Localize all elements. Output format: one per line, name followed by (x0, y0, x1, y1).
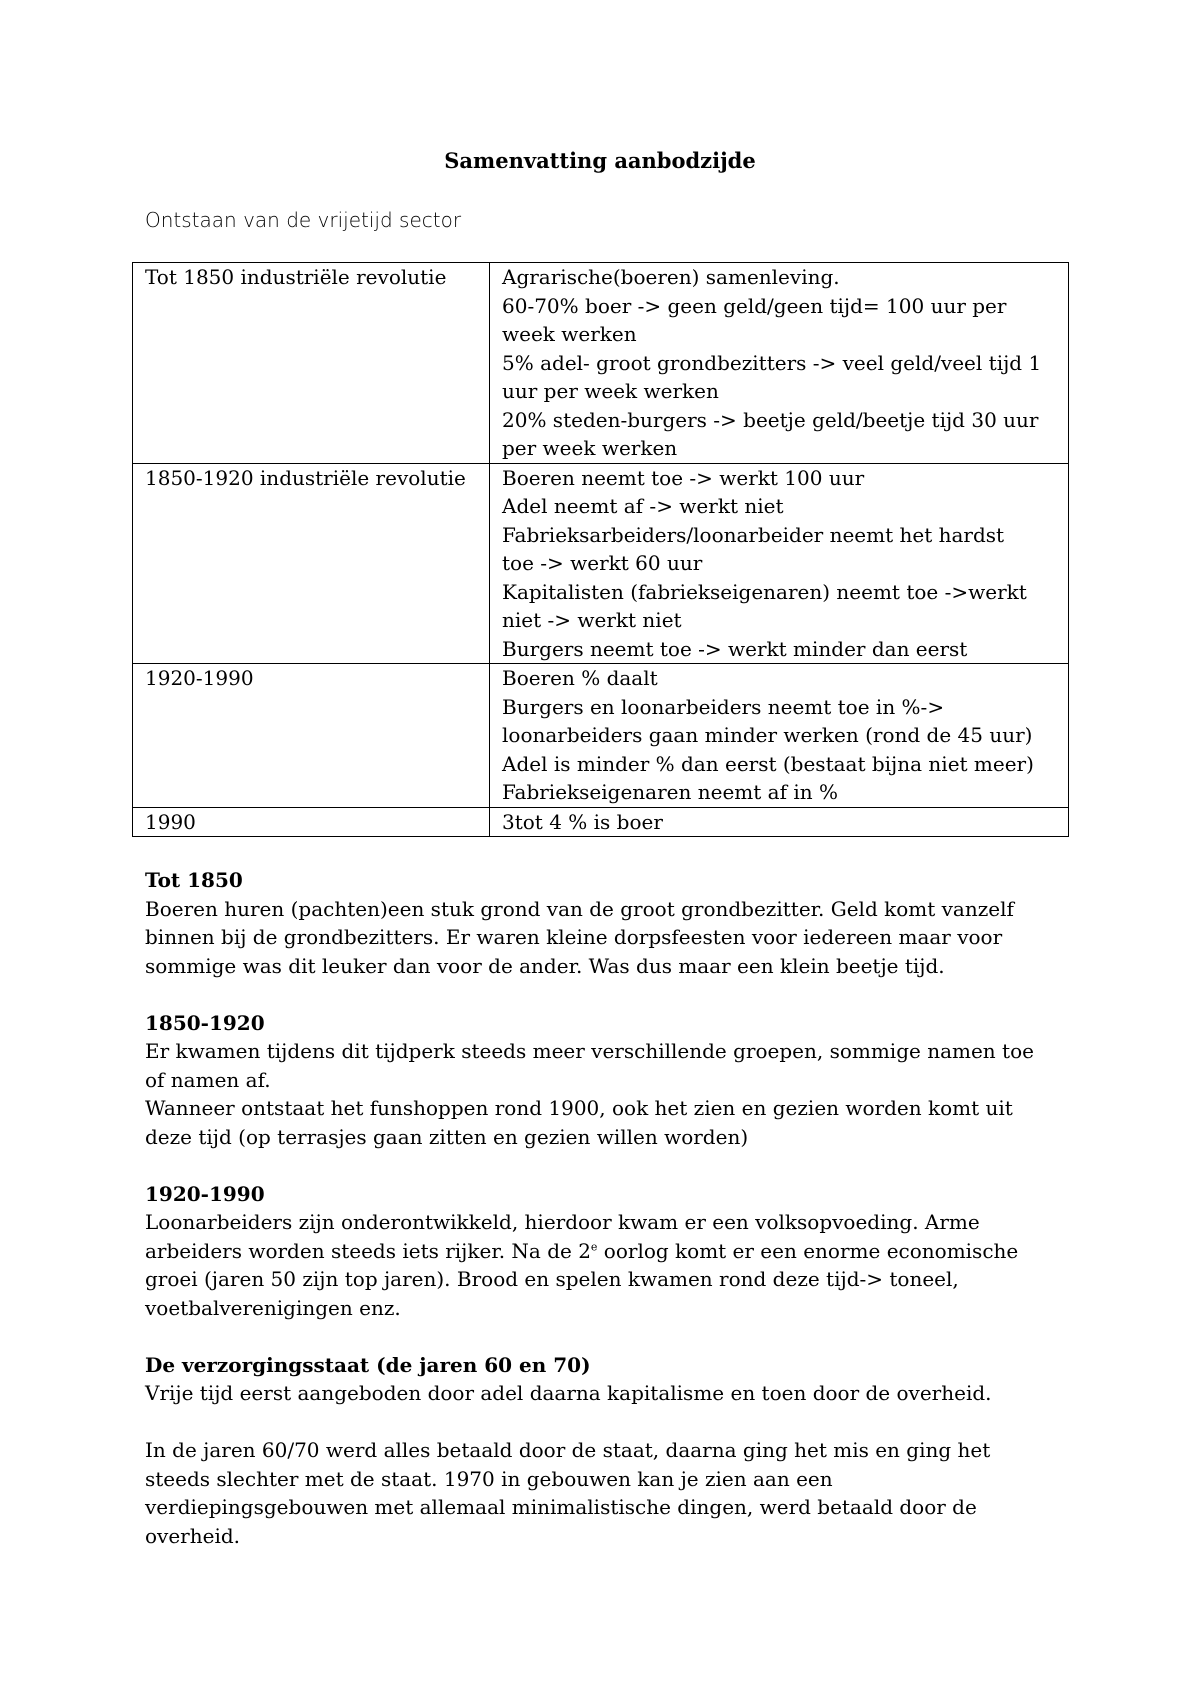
period-cell (133, 807, 490, 837)
period-cell (133, 263, 490, 464)
paragraph-line: In de jaren 60/70 werd alles betaald door de staat, daarna ging het mis en ging het (145, 1438, 991, 1462)
ordinal-superscript: e (590, 1239, 598, 1253)
description-line: loonarbeiders gaan minder werken (rond de 45 uur) (502, 723, 1033, 747)
description-line: Burgers neemt toe -> werkt minder dan eerst (502, 636, 968, 661)
description-line: toe -> werkt 60 uur (502, 551, 703, 575)
table-row (133, 807, 1069, 837)
paragraph-line: Loonarbeiders zijn onderontwikkeld, hierdoor kwam er een volksopvoeding. Arme (145, 1210, 980, 1234)
description-line: Boeren % daalt (502, 666, 658, 690)
period-label: 1850-1920 industriële revolutie (145, 465, 466, 490)
paragraph-line: deze tijd (op terrasjes gaan zitten en gezien willen worden) (145, 1124, 749, 1149)
period-cell (133, 664, 490, 808)
overview-table (132, 262, 1069, 837)
paragraph-line: Wanneer ontstaat het funshoppen rond 1900, ook het zien en gezien worden komt uit (145, 1096, 1013, 1120)
description-line: Adel is minder % dan eerst (bestaat bijna niet meer) (502, 751, 1034, 776)
description-line: 20% steden-burgers -> beetje geld/beetje tijd 30 uur (502, 407, 1039, 432)
paragraph-line: Boeren huren (pachten)een stuk grond van de groot grondbezitter. Geld komt vanzelf (145, 896, 1014, 921)
section-tot-1850 (145, 866, 1065, 980)
description-line: Agrarische(boeren) samenleving. (502, 265, 840, 289)
section-1850-1920 (145, 1009, 1065, 1152)
section-paragraph (145, 1436, 1065, 1550)
intro-text: Ontstaan van de vrijetijd sector (145, 208, 462, 232)
description-line: 60-70% boer -> geen geld/geen tijd= 100 uur per (502, 293, 1007, 318)
paragraph-line: steeds slechter met de staat. 1970 in gebouwen kan je zien aan een (145, 1466, 833, 1491)
paragraph-line: overheid. (145, 1523, 241, 1548)
section-1920-1990 (145, 1180, 1065, 1323)
description-cell (490, 664, 1069, 808)
section-jaren-60-70 (145, 1436, 1065, 1550)
section-paragraph (145, 1379, 1065, 1408)
section-heading: 1920-1990 (145, 1181, 265, 1206)
description-line: niet -> werkt niet (502, 608, 682, 632)
line-text: oorlog komt er een enorme economische (597, 1238, 1019, 1263)
description-cell (490, 263, 1069, 464)
description-cell (490, 463, 1069, 664)
section-heading: Tot 1850 (145, 868, 243, 892)
table-row (133, 664, 1069, 808)
paragraph-line: groei (jaren 50 zijn top jaren). Brood en spelen kwamen rond deze tijd-> toneel, (145, 1267, 959, 1291)
paragraph-line: Er kwamen tijdens dit tijdperk steeds meer verschillende groepen, sommige namen toe (145, 1039, 1034, 1063)
section-paragraph (145, 1208, 1065, 1322)
paragraph-line: binnen bij de grondbezitters. Er waren kleine dorpsfeesten voor iedereen maar voor (145, 925, 1003, 949)
section-paragraph (145, 895, 1065, 981)
description-line: 3tot 4 % is boer (502, 809, 663, 834)
document-title: Samenvatting aanbodzijde (444, 148, 756, 173)
period-label: 1920-1990 (145, 666, 254, 690)
description-line: Fabrieksarbeiders/loonarbeider neemt het hardst (502, 522, 1005, 547)
description-line: Fabriekseigenaren neemt af in % (502, 780, 838, 804)
paragraph-line: of namen af. (145, 1067, 271, 1092)
description-line: per week werken (502, 436, 678, 460)
section-heading: 1850-1920 (145, 1010, 265, 1035)
table-row (133, 463, 1069, 664)
period-label: 1990 (145, 809, 196, 834)
description-line: Boeren neemt toe -> werkt 100 uur (502, 465, 865, 490)
section-heading: De verzorgingsstaat (de jaren 60 en 70) (145, 1352, 591, 1377)
summary-sections (145, 866, 1065, 1579)
description-line: uur per week werken (502, 379, 719, 403)
period-cell (133, 463, 490, 664)
description-cell (490, 807, 1069, 837)
paragraph-line: voetbalverenigingen enz. (145, 1295, 401, 1320)
paragraph-line (145, 1237, 1065, 1266)
description-line: 5% adel- groot grondbezitters -> veel geld/veel tijd 1 (502, 350, 1042, 375)
description-line: week werken (502, 322, 637, 346)
description-line: Burgers en loonarbeiders neemt toe in %-> (502, 694, 945, 719)
section-verzorgingsstaat (145, 1351, 1065, 1408)
paragraph-line: sommige was dit leuker dan voor de ander. Was dus maar een klein beetje tijd. (145, 953, 945, 978)
description-line: Adel neemt af -> werkt niet (502, 494, 784, 518)
paragraph-line: Vrije tijd eerst aangeboden door adel daarna kapitalisme en toen door de overheid. (145, 1381, 992, 1405)
table-row (133, 263, 1069, 464)
line-text: arbeiders worden steeds iets rijker. Na de 2 (145, 1238, 591, 1263)
section-paragraph (145, 1037, 1065, 1151)
description-line: Kapitalisten (fabriekseigenaren) neemt toe ->werkt (502, 579, 1027, 604)
paragraph-line: verdiepingsgebouwen met allemaal minimalistische dingen, werd betaald door de (145, 1495, 977, 1519)
period-label: Tot 1850 industriële revolutie (145, 265, 447, 289)
